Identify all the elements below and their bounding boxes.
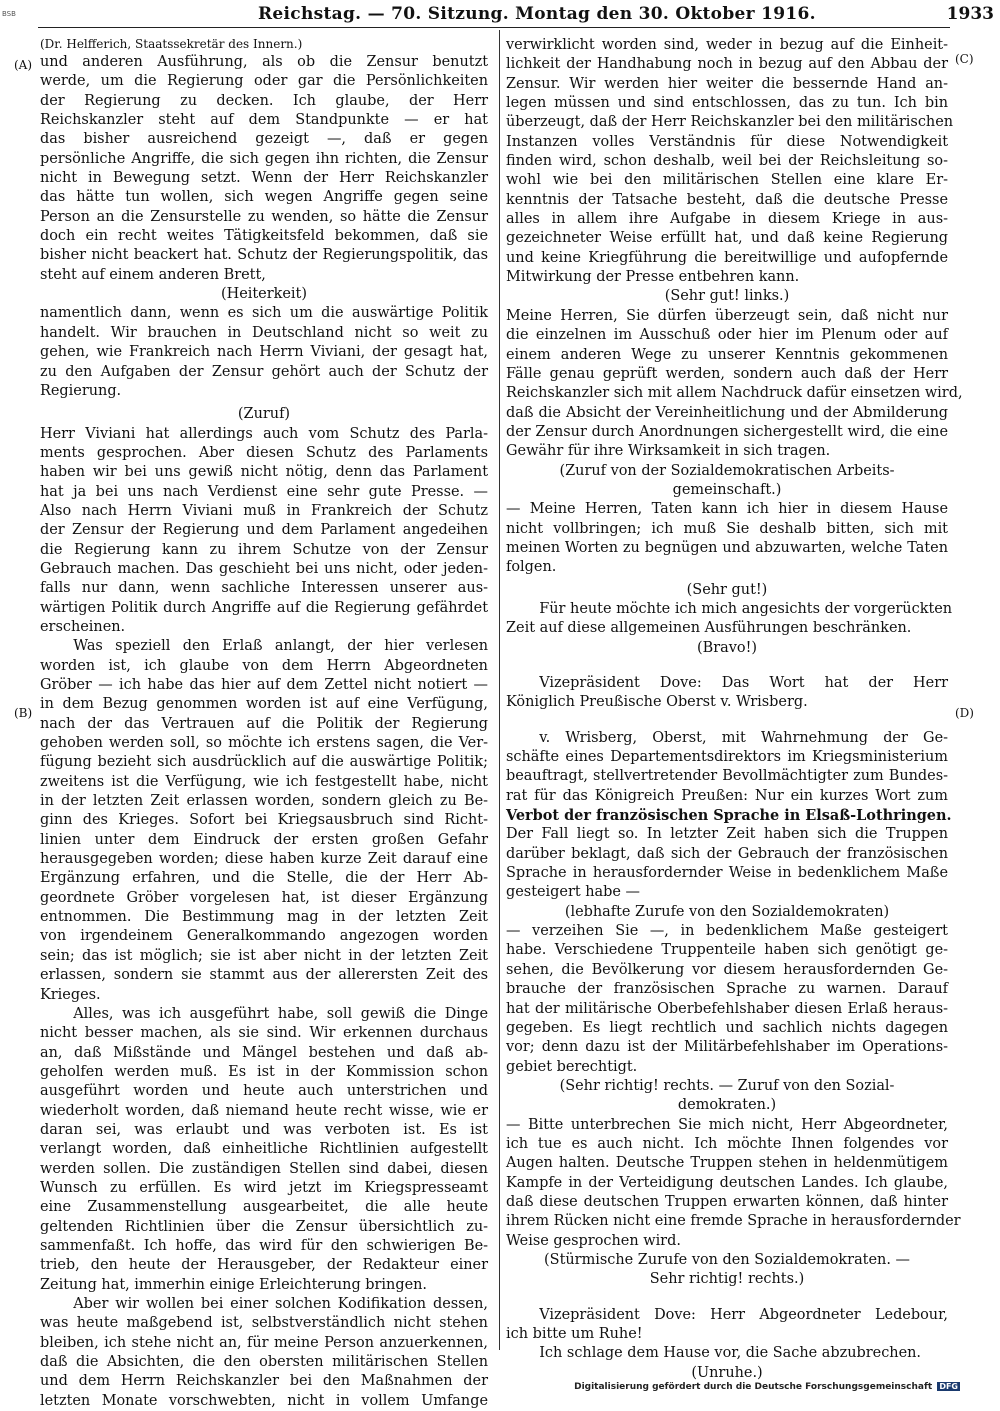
section-gap xyxy=(506,658,948,674)
line: Reichskanzler sich mit allem Nachdruck dafür einsetzen wird, xyxy=(506,385,963,402)
line: Gewähr für ihre Wirksamkeit in sich tragen. xyxy=(506,443,831,460)
line: erlassen, sondern sie stammt aus der allerersten Zeit des xyxy=(40,967,488,984)
paragraph xyxy=(506,674,948,713)
line: geordnete Gröber vorgelesen hat, ist dieser Ergänzung xyxy=(40,889,488,906)
line: Sprache in herausfordernder Weise in bedenklichem Maße xyxy=(506,865,948,882)
line: hat ja bei uns nach Verdienst eine sehr gute Presse. — xyxy=(40,483,488,500)
line: lichkeit der Handhabung noch in bezug auf den Abbau der xyxy=(506,56,948,73)
line: Ich schlage dem Hause vor, die Sache abzubrechen. xyxy=(539,1345,922,1362)
line: daran sei, was erlaubt und was verboten ist. Es ist xyxy=(40,1121,488,1138)
section-gap xyxy=(506,1290,948,1306)
line: Aber wir wollen bei einer solchen Kodifikation dessen, xyxy=(73,1296,488,1312)
line: legen müssen und sind entschlossen, das zu tun. Ich bin xyxy=(506,95,948,112)
line: Gröber — ich habe das hier auf dem Zettel nicht notiert — xyxy=(40,677,488,693)
line: fügung bezieht sich ausdrücklich auf die auswärtige Politik; xyxy=(40,754,488,771)
line: Gebrauch machen. Das geschieht bei uns nicht, oder jeden- xyxy=(40,560,488,577)
page-header xyxy=(0,4,1000,26)
margin-mark-a: (A) xyxy=(14,58,33,72)
line: daß diese deutschen Truppen erwarten können, daß hinter xyxy=(506,1193,948,1210)
line: Vizepräsident Dove: Das Wort hat der Herr xyxy=(539,675,948,691)
line: der Zensur der Regierung und dem Parlament angedeihen xyxy=(40,522,488,539)
interjection: (Unruhe.) xyxy=(691,1364,763,1381)
paragraph xyxy=(506,500,948,577)
line: geltenden Richtlinien über die Zensur übersichtlich zu- xyxy=(40,1218,488,1235)
line: gehen, wie Frankreich nach Herrn Viviani, der gesagt hat, xyxy=(40,344,488,361)
line: vor; denn dazu ist der Militärbefehlshaber im Operations- xyxy=(506,1039,948,1056)
line: beauftragt, stellvertretender Bevollmächtigter zum Bundes- xyxy=(506,768,948,785)
line: Der Fall liegt so. In letzter Zeit haben sich die Truppen xyxy=(506,826,948,843)
line: — Bitte unterbrechen Sie mich nicht, Herr Abgeordneter, xyxy=(506,1116,948,1133)
paragraph xyxy=(40,1295,488,1411)
line: und dem Herrn Reichskanzler bei den Maßnahmen der xyxy=(40,1373,488,1390)
line: der Zensur durch Anordnungen sichergestellt wird, die eine xyxy=(506,423,948,440)
interjection: (Heiterkeit) xyxy=(221,286,307,303)
line: meinen Worten zu begnügen und abzuwarten, welche Taten xyxy=(506,539,948,556)
line: darüber beklagt, daß sich der Gebrauch der französischen xyxy=(506,845,948,862)
line: finden wird, schon deshalb, weil bei der Reichsleitung so- xyxy=(506,153,948,170)
line: nicht besser machen, als sie sind. Wir erkennen durchaus xyxy=(40,1025,488,1042)
margin-mark-b: (B) xyxy=(14,706,33,720)
line: doch ein recht weites Tätigkeitsfeld bekommen, daß sie xyxy=(40,228,488,245)
line: daß die Absichten, die den obersten militärischen Stellen xyxy=(40,1354,488,1371)
line: Wunsch zu erfüllen. Es wird jetzt im Kriegspresseamt xyxy=(40,1179,488,1196)
line: Fälle genau geprüft werden, sondern auch daß der Herr xyxy=(506,365,948,382)
paragraph xyxy=(506,36,954,287)
line: herausgegeben worden; diese haben kurze Zeit darauf eine xyxy=(40,851,488,868)
line: letzten Monate vorschwebten, nicht in vollem Umfange xyxy=(40,1392,488,1409)
line: zu den Aufgaben der Zensur gehört auch der Schutz der xyxy=(40,363,488,380)
line: Also nach Herrn Viviani muß in Frankreich der Schutz xyxy=(40,502,488,519)
paragraph xyxy=(40,53,488,285)
line: daß die Absicht der Vereinheitlichung und der Abmilderung xyxy=(506,404,948,421)
line: Regierung. xyxy=(40,382,122,399)
line: werden sollen. Die zuständigen Stellen sind dabei, diesen xyxy=(40,1160,488,1177)
line: bisher nicht beackert hat. Schutz der Regierungspolitik, das xyxy=(40,247,488,264)
line: sehen, die Bevölkerung vor diesem herausfordernden Ge- xyxy=(506,961,948,978)
line: und keine Kriegführung die bereitwillige und aufopfernde xyxy=(506,249,948,266)
interjection: demokraten.) xyxy=(677,1097,777,1114)
line: namentlich dann, wenn es sich um die auswärtige Politik xyxy=(40,305,488,322)
line: ginn des Krieges. Sofort bei Kriegsausbruch sind Richt- xyxy=(40,812,488,829)
paragraph xyxy=(506,1306,948,1364)
line: wohl wie bei den militärischen Stellen eine klare Er- xyxy=(506,172,948,189)
line: Was speziell den Erlaß anlangt, der hier verlesen xyxy=(73,638,488,655)
line: an, daß Mißstände und Mängel bestehen und daß ab- xyxy=(40,1044,488,1061)
line: ihrem Rücken nicht eine fremde Sprache in herausfordernder xyxy=(506,1213,961,1230)
line: folgen. xyxy=(506,559,557,576)
line: Alles, was ich ausgeführt habe, soll gewiß die Dinge xyxy=(73,1005,488,1022)
line: linien unter dem Eindruck der ersten großen Gefahr xyxy=(40,831,488,848)
dfg-logo: DFG xyxy=(939,1382,958,1391)
paragraph xyxy=(506,922,948,1077)
line: werde, um die Regierung oder gar die Persönlichkeiten xyxy=(40,73,488,90)
line: überzeugt, daß der Herr Reichskanzler bei den militärischen xyxy=(506,114,954,131)
line: Weise gesprochen wird. xyxy=(506,1232,681,1249)
line: alles in allem ihre Aufgabe in diesem Kriege in aus- xyxy=(506,211,948,228)
line: wärtigen Politik durch Angriffe auf die Regierung gefährdet xyxy=(40,599,488,616)
interjection: (Zuruf von der Sozialdemokratischen Arbeits- xyxy=(559,462,895,479)
line: nicht vollbringen; ich muß Sie deshalb bitten, sich mit xyxy=(506,520,948,537)
line: Kampfe in der Verteidigung deutschen Landes. Ich glaube, xyxy=(506,1174,948,1191)
line: wiederholt worden, daß niemand heute recht wisse, wie er xyxy=(40,1102,488,1119)
line: in der letzten Zeit erlassen worden, sondern gleich zu Be- xyxy=(40,793,488,810)
line: Augen halten. Deutsche Truppen stehen in heldenmütigem xyxy=(506,1155,948,1172)
line: Meine Herren, Sie dürfen überzeugt sein, daß nicht nur xyxy=(506,307,948,324)
paragraph xyxy=(506,600,953,639)
interjection: (Stürmische Zurufe von den Sozialdemokraten. — xyxy=(544,1251,910,1268)
interjection: (Sehr gut!) xyxy=(686,581,768,598)
line: Krieges. xyxy=(40,986,101,1003)
digitization-credit xyxy=(574,1382,960,1392)
header-rule xyxy=(38,27,950,28)
line: gehoben werden soll, so möchte ich erstens sagen, die Ver- xyxy=(40,735,488,752)
line: Vizepräsident Dove: Herr Abgeordneter Ledebour, xyxy=(539,1306,948,1323)
paragraph xyxy=(40,425,488,638)
line: — Meine Herren, Taten kann ich hier in diesem Hause xyxy=(506,501,948,518)
line: gesteigert habe — xyxy=(506,884,640,901)
line: gezeichneter Weise erfüllt hat, und daß keine Regierung xyxy=(506,230,948,247)
line: Zeitung hat, immerhin einige Erleichterung bringen. xyxy=(40,1276,428,1293)
section-gap xyxy=(506,713,948,729)
line: trieb, den heute der Herausgeber, der Redakteur einer xyxy=(40,1257,488,1274)
line: worden ist, ich glaube von dem Herrn Abgeordneten xyxy=(40,657,488,674)
line: ich tue es auch nicht. Ich möchte Ihnen folgendes vor xyxy=(506,1135,948,1152)
paragraph xyxy=(506,1116,961,1251)
line: persönliche Angriffe, die sich gegen ihn richten, die Zensur xyxy=(40,150,488,167)
line: von irgendeinem Generalkommando angezogen worden xyxy=(40,928,488,945)
line: falls nur dann, wenn sachliche Interessen unserer aus- xyxy=(40,580,488,597)
line: rat für das Königreich Preußen: Nur ein kurzes Wort zum xyxy=(506,787,948,804)
line: zweitens ist die Verfügung, wie ich festgestellt habe, nicht xyxy=(40,773,488,790)
line: verwirklicht worden sind, weder in bezug auf die Einheit- xyxy=(506,37,948,53)
line: geholfen werden muß. Es ist in der Kommission schon xyxy=(40,1063,488,1080)
line: kenntnis der Tatsache besteht, daß die deutsche Presse xyxy=(506,191,948,208)
interjection: (Sehr gut! links.) xyxy=(664,288,790,305)
interjection: (Zuruf) xyxy=(237,406,291,423)
line: Ergänzung erfahren, und die Stelle, die der Herr Ab- xyxy=(40,870,488,887)
line: — verzeihen Sie —, in bedenklichem Maße gesteigert xyxy=(506,923,948,940)
line: Herr Viviani hat allerdings auch vom Schutz des Parla- xyxy=(40,425,488,442)
line: Instanzen volles Verständnis für diese Notwendigkeit xyxy=(506,133,948,150)
paragraph xyxy=(40,637,488,1005)
line: was heute maßgebend ist, selbstverständlich nicht stehen xyxy=(40,1315,488,1332)
line: sein; das ist möglich; sie ist aber nicht in der letzten Zeit xyxy=(40,947,488,964)
line: steht auf einem anderen Brett, xyxy=(40,266,266,283)
interjection: (lebhafte Zurufe von den Sozialdemokraten) xyxy=(564,903,890,920)
credit-text: Digitalisierung gefördert durch die Deutsche Forschungsgemeinschaft xyxy=(574,1382,933,1392)
line: entnommen. Die Bestimmung mag in der letzten Zeit xyxy=(40,909,488,926)
line: gebiet berechtigt. xyxy=(506,1058,638,1075)
right-column xyxy=(506,36,963,1383)
interjection: (Sehr richtig! rechts. — Zuruf von den Sozial- xyxy=(559,1077,895,1094)
line: und anderen Ausführung, als ob die Zensur benutzt xyxy=(40,54,488,70)
line: Zensur. Wir werden hier weiter die bessernde Hand an- xyxy=(506,75,948,92)
library-stamp: BSB xyxy=(2,10,16,18)
column-divider xyxy=(499,30,500,1350)
line: Person an die Zensurstelle zu wenden, so hätte die Zensur xyxy=(40,208,488,225)
line: bleiben, ich stehe nicht an, für meine Person anzuerkennen, xyxy=(40,1334,488,1351)
line: nicht in Bewegung setzt. Wenn der Herr Reichskanzler xyxy=(40,170,488,187)
line: die Regierung kann zu ihrem Schutze von der Zensur xyxy=(40,541,488,558)
running-title: Reichstag. — 70. Sitzung. Montag den 30. Oktober 1916. xyxy=(258,4,816,24)
left-column xyxy=(40,36,488,1411)
line: (Dr. Helfferich, Staatssekretär des Innern.) xyxy=(40,37,303,51)
line: haben wir bei uns gewiß nicht nötig, denn das Parlament xyxy=(40,464,488,481)
interjection: (Bravo!) xyxy=(696,639,758,656)
line: Für heute möchte ich mich angesichts der vorgerückten xyxy=(539,600,953,617)
line: in dem Bezug genommen worden ist auf eine Verfügung, xyxy=(40,696,488,713)
line: habe. Verschiedene Truppenteile haben sich genötigt ge- xyxy=(506,942,948,959)
line: Mitwirkung der Presse entbehren kann. xyxy=(506,269,800,286)
speaker-note xyxy=(40,36,488,53)
paragraph xyxy=(40,1005,488,1295)
line: Reichskanzler steht auf dem Standpunkte — er hat xyxy=(40,112,488,129)
line: einem anderen Wege zu unserer Kenntnis gekommenen xyxy=(506,346,948,363)
line: gegeben. Es liegt rechtlich und sachlich nichts dagegen xyxy=(506,1019,948,1036)
paragraph xyxy=(506,729,952,903)
line: hat der militärische Oberbefehlshaber diesen Erlaß heraus- xyxy=(506,1000,948,1017)
margin-mark-d: (D) xyxy=(955,706,974,720)
line: das bisher ausreichend gezeigt —, daß er gegen xyxy=(40,131,488,148)
margin-mark-c: (C) xyxy=(955,52,974,66)
line: schäfte eines Departementsdirektors im Kriegsministerium xyxy=(506,749,948,766)
line: Königlich Preußische Oberst v. Wrisberg. xyxy=(506,694,808,711)
line: ausgeführt worden und heute auch unterstrichen und xyxy=(40,1083,488,1100)
interjection: gemeinschaft.) xyxy=(672,481,782,498)
line: Zeit auf diese allgemeinen Ausführungen beschränken. xyxy=(506,620,912,637)
line: das hätte tun wollen, sich wegen Angriffe gegen seine xyxy=(40,189,488,206)
line: sammenfaßt. Ich hoffe, das wird für den schwierigen Be- xyxy=(40,1237,488,1254)
line: ments gesprochen. Aber diesen Schutz des Parlaments xyxy=(40,444,488,461)
paragraph xyxy=(40,304,488,401)
line: der Regierung zu decken. Ich glaube, der Herr xyxy=(40,92,488,109)
line: ich bitte um Ruhe! xyxy=(506,1326,643,1342)
line: eine Zusammenstellung ausgearbeitet, die alle heute xyxy=(40,1199,488,1216)
line: brauche der französischen Sprache zu warnen. Darauf xyxy=(506,981,948,998)
line: verlangt worden, daß einheitliche Richtlinien aufgestellt xyxy=(40,1141,488,1158)
line: Verbot der französischen Sprache in Elsaß-Lothringen. xyxy=(506,807,952,825)
interjection: Sehr richtig! rechts.) xyxy=(649,1271,805,1288)
paragraph xyxy=(506,307,963,462)
line: handelt. Wir brauchen in Deutschland nicht so weit zu xyxy=(40,324,488,341)
page-number: 1933 xyxy=(946,4,994,24)
line: nach der das Vertrauen auf die Politik der Regierung xyxy=(40,715,488,732)
line: erscheinen. xyxy=(40,618,126,635)
line: die einzelnen im Ausschuß oder hier im Plenum oder auf xyxy=(506,327,948,344)
line: v. Wrisberg, Oberst, mit Wahrnehmung der Ge- xyxy=(539,729,948,746)
